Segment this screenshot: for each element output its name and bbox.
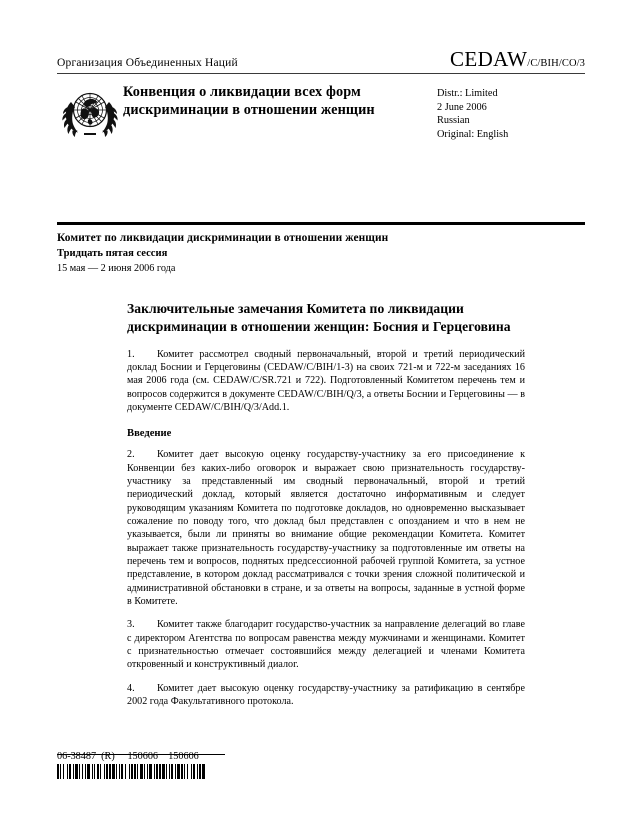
distribution-block [437, 83, 585, 141]
main-content [127, 300, 525, 719]
convention-title: Конвенция о ликвидации всех форм дискриминации в отношении женщин [123, 84, 375, 119]
committee-name: Комитет по ликвидации дискриминации в отношении женщин [57, 232, 389, 244]
paragraph-number: 2. [127, 449, 135, 461]
paragraph-1 [127, 348, 525, 415]
paragraph-2 [127, 448, 525, 608]
committee-block [57, 231, 397, 275]
document-symbol-main: CEDAW [449, 47, 528, 71]
introduction-heading: Введение [127, 428, 172, 440]
paragraph-text: Комитет дает высокую оценку государству-участнику за ратификацию в сентябре 2002 года Факультативного протокола. [127, 682, 525, 708]
document-symbol-suffix: /C/BIH/CO/3 [527, 58, 585, 69]
paragraph-4 [127, 682, 525, 709]
footer [57, 750, 457, 784]
paragraph-number: 3. [127, 619, 135, 631]
barcode-icon [57, 764, 205, 779]
distribution-date: 2 June 2006 [437, 101, 487, 113]
section-divider [57, 222, 585, 225]
emblem-container [57, 83, 123, 137]
masthead [57, 47, 585, 71]
committee-session: Тридцать пятая сессия [57, 248, 168, 259]
paragraph-text: Комитет дает высокую оценку государству-участнику за его присоединение к Конвенции без каких-либо оговорок и выражает свою признательность государству-участнику за представленный им сводный первоначальный, второй и третий периодический доклад, который является достаточно информативным и следует руководящим указаниям Комитета по подготовке докладов, но одновременно высказывает сожаление по поводу того, что доклад был представлен с опозданием и что в нем не указывается, были ли приняты во внимание общие рекомендации Комитета. Комитет выражает также признательность государству-участнику за подготовленные им ответы на перечень тем и вопросов, поднятых предсессионной рабочей группой Комитета, за устное представление, в котором доклад рассматривался с точки зрения сложной политической и административной обстановки в стране, и за ответы на вопросы, заданные в устной форме в Комитете. [127, 449, 525, 608]
un-emblem-icon [61, 85, 119, 137]
job-number: 06-38487 (R) 150606 150606 [57, 751, 199, 762]
masthead-body [57, 83, 585, 155]
committee-dates: 15 мая — 2 июня 2006 года [57, 263, 176, 274]
document-symbol [450, 49, 585, 70]
distribution-original: Original: English [437, 128, 509, 140]
paragraph-text: Комитет рассмотрел сводный первоначальный, второй и третий периодический доклад Боснии и Герцеговины (CEDAW/C/BIH/1-3) на своих 721-м и 722-м заседаниях 16 мая 2006 года (см. CEDAW/C/SR.721 и 722). Подготовленный Комитетом перечень тем и вопросов содержится в документе CEDAW/C/BIH/Q/3, а ответы Боснии и Герцеговины — в документе CEDAW/C/BIH/Q/3/Add.1. [127, 348, 525, 413]
organization-name: Организация Объединенных Наций [57, 57, 238, 69]
paragraph-3 [127, 618, 525, 671]
page-title: Заключительные замечания Комитета по ликвидации дискриминации в отношении женщин: Босния и Герцеговина [127, 301, 511, 334]
masthead-divider [57, 73, 585, 74]
paragraph-number: 4. [127, 682, 135, 694]
paragraph-number: 1. [127, 348, 135, 360]
paragraph-text: Комитет также благодарит государство-участник за направление делегаций во главе с директором Агентства по вопросам равенства между мужчинами и женщинами. Комитет с признательностью отмечает состоявшийся между делегацией и членами Комитета откровенный и конструктивный диалог. [127, 619, 525, 671]
distribution-language: Russian [437, 115, 470, 127]
distribution-type: Distr.: Limited [437, 88, 498, 99]
